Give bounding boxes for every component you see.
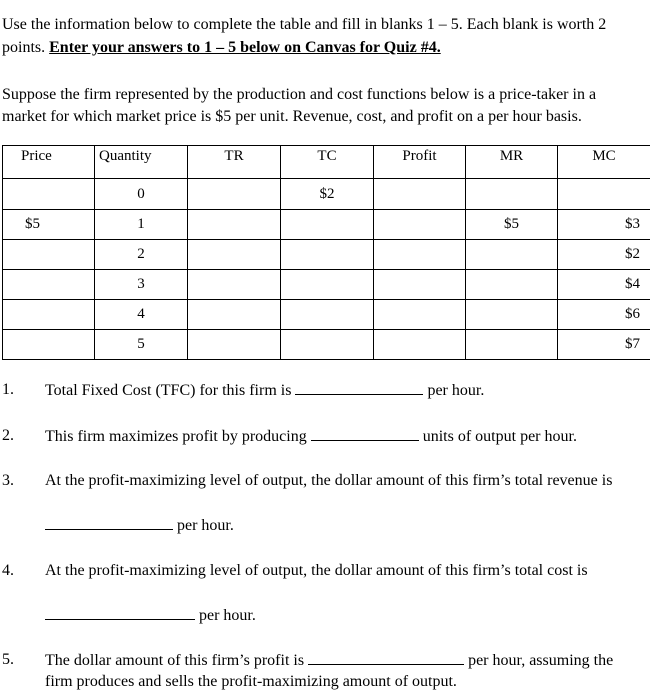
question-2-suffix: units of output per hour. (422, 428, 577, 445)
cell-price: $5 (3, 210, 95, 240)
cell-quantity: 3 (95, 270, 188, 300)
cell-quantity: 1 (95, 210, 188, 240)
cell-tr (188, 300, 281, 330)
cell-tr (188, 330, 281, 360)
cell-profit (374, 179, 466, 210)
cell-tc: $2 (281, 179, 374, 210)
question-4-number: 4. (2, 562, 14, 579)
question-4-answer-line (45, 605, 256, 626)
scenario-line-2: market for which market price is $5 per unit. Revenue, cost, and profit on a per hour basis. (2, 108, 582, 125)
table-row (3, 240, 650, 270)
intro-line-1: Use the information below to complete the table and fill in blanks 1 – 5. Each blank is worth 2 (2, 16, 607, 33)
header-mr: MR (466, 146, 558, 179)
cell-tc (281, 240, 374, 270)
table-row (3, 330, 650, 360)
question-5 (45, 650, 613, 671)
header-quantity: Quantity (95, 146, 188, 179)
table-row (3, 300, 650, 330)
intro-line-2 (2, 38, 441, 58)
table-header-row (3, 146, 650, 179)
cell-tr (188, 179, 281, 210)
cell-mc: $3 (558, 210, 650, 240)
question-1-suffix: per hour. (427, 382, 485, 399)
question-3-answer-line (45, 515, 234, 536)
cell-mr (466, 330, 558, 360)
cell-profit (374, 270, 466, 300)
cell-mr (466, 300, 558, 330)
question-2-number: 2. (2, 427, 14, 444)
cell-mc: $2 (558, 240, 650, 270)
cell-price (3, 300, 95, 330)
cell-price (3, 270, 95, 300)
question-3-text: At the profit-maximizing level of output, the dollar amount of this firm’s total revenue is (45, 472, 613, 489)
table-row (3, 270, 650, 300)
question-2-text: This firm maximizes profit by producing (45, 428, 307, 445)
cell-quantity: 0 (95, 179, 188, 210)
question-1 (45, 380, 484, 401)
answer-blank-2[interactable] (311, 426, 419, 441)
question-5-number: 5. (2, 651, 14, 668)
question-1-number: 1. (2, 381, 14, 398)
header-mc: MC (558, 146, 650, 179)
intro-points-text: points. (2, 39, 50, 56)
cell-quantity: 5 (95, 330, 188, 360)
cell-price (3, 330, 95, 360)
cell-tc (281, 270, 374, 300)
cell-tc (281, 330, 374, 360)
question-5-suffix: per hour, assuming the (468, 652, 614, 669)
question-5-line-2: firm produces and sells the profit-maximizing amount of output. (45, 673, 457, 690)
question-2 (45, 426, 577, 447)
cell-profit (374, 330, 466, 360)
cell-mc: $4 (558, 270, 650, 300)
cell-mc: $6 (558, 300, 650, 330)
answer-blank-3[interactable] (45, 515, 173, 530)
cell-quantity: 4 (95, 300, 188, 330)
cell-mr (466, 240, 558, 270)
cell-tr (188, 240, 281, 270)
question-4-suffix: per hour. (199, 607, 256, 624)
answer-blank-4[interactable] (45, 605, 195, 620)
cell-mr (466, 179, 558, 210)
cell-tc (281, 300, 374, 330)
cell-profit (374, 240, 466, 270)
question-3-suffix: per hour. (177, 517, 234, 534)
question-5-text: The dollar amount of this firm’s profit is (45, 652, 305, 669)
cell-profit (374, 210, 466, 240)
question-1-text: Total Fixed Cost (TFC) for this firm is (45, 382, 292, 399)
header-tc: TC (281, 146, 374, 179)
cell-mr (466, 270, 558, 300)
question-4-text: At the profit-maximizing level of output, the dollar amount of this firm’s total cost is (45, 562, 588, 579)
cell-price (3, 240, 95, 270)
table-row (3, 210, 650, 240)
answer-blank-1[interactable] (295, 380, 423, 395)
header-tr: TR (188, 146, 281, 179)
cell-profit (374, 300, 466, 330)
header-price: Price (3, 146, 95, 179)
cell-tr (188, 270, 281, 300)
cell-mc: $7 (558, 330, 650, 360)
scenario-line-1: Suppose the firm represented by the production and cost functions below is a price-taker in a (2, 86, 597, 103)
cost-table (2, 145, 650, 360)
canvas-instruction: Enter your answers to 1 – 5 below on Canvas for Quiz #4. (49, 39, 441, 56)
question-3-number: 3. (2, 472, 14, 489)
header-profit: Profit (374, 146, 466, 179)
cell-tr (188, 210, 281, 240)
cell-tc (281, 210, 374, 240)
table-row (3, 179, 650, 210)
cell-price (3, 179, 95, 210)
cell-mc (558, 179, 650, 210)
cell-mr: $5 (466, 210, 558, 240)
cell-quantity: 2 (95, 240, 188, 270)
answer-blank-5[interactable] (308, 650, 464, 665)
